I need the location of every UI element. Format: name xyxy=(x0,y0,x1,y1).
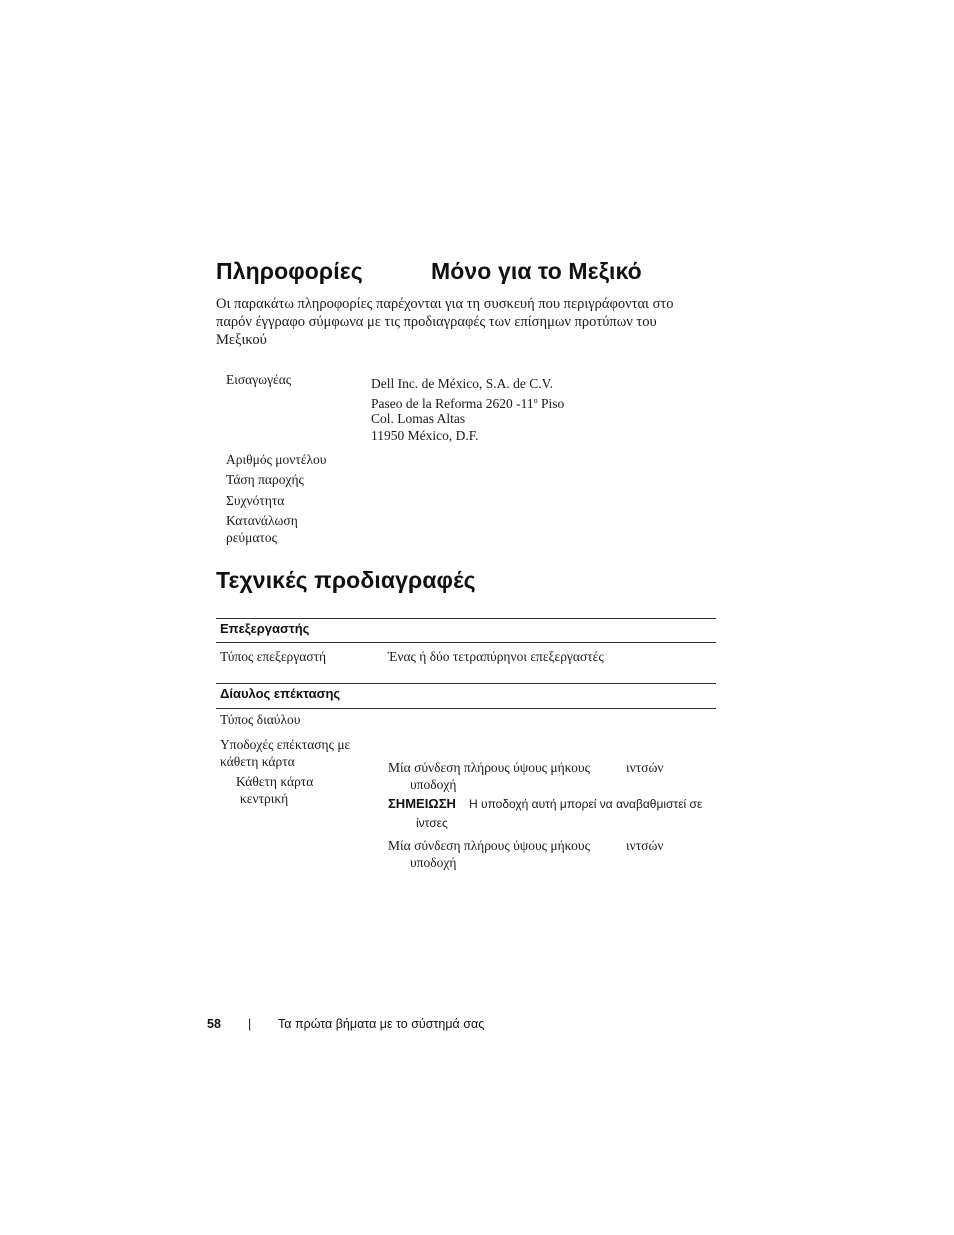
note-text-line2: ίντσες xyxy=(416,816,448,830)
importer-label: Εισαγωγέας xyxy=(226,372,292,387)
consumption-label-line2: ρεύματος xyxy=(226,530,277,545)
section-rule xyxy=(216,708,716,709)
processor-type-label: Τύπος επεξεργαστή xyxy=(220,649,327,664)
address-line: Dell Inc. de México, S.A. de C.V. xyxy=(371,376,553,391)
mexico-heading-part2: Μόνο για το Μεξικό xyxy=(431,258,642,284)
address-line: Col. Lomas Altas xyxy=(371,411,466,426)
bus-type-label: Τύπος διαύλου xyxy=(220,712,301,727)
address-line-suffix: Piso xyxy=(537,396,565,411)
mexico-heading-part1: Πληροφορίες xyxy=(216,258,363,284)
section-rule xyxy=(216,683,716,684)
note-text-line1: Η υποδοχή αυτή μπορεί να αναβαθμιστεί σε xyxy=(469,797,703,811)
intro-line: Οι παρακάτω πληροφορίες παρέχονται για τη συσκευή που περιγράφονται στο xyxy=(216,296,674,312)
slot2-description: Μία σύνδεση πλήρους ύψους μήκους xyxy=(388,838,590,853)
address-line-text: Paseo de la Reforma 2620 -11 xyxy=(371,396,534,411)
section-rule xyxy=(216,618,716,619)
slots-label-line2: κάθετη κάρτα xyxy=(220,754,295,769)
bus-section-label: Δίαυλος επέκτασης xyxy=(220,686,341,701)
processor-type-value: Ένας ή δύο τετραπύρηνοι επεξεργαστές xyxy=(388,649,604,664)
note-label: ΣΗΜΕΙΩΣΗ xyxy=(388,796,456,811)
address-superscript: o xyxy=(533,396,538,405)
address-line: 11950 México, D.F. xyxy=(371,428,479,443)
specs-heading: Τεχνικές προδιαγραφές xyxy=(216,567,476,593)
page-number: 58 xyxy=(207,1017,221,1031)
frequency-label: Συχνότητα xyxy=(226,493,285,508)
voltage-label: Τάση παροχής xyxy=(226,472,304,487)
slot1-line2: υποδοχή xyxy=(410,777,457,792)
center-card-line1: Κάθετη κάρτα xyxy=(236,774,314,789)
slot1-inches: ιντσών xyxy=(626,760,664,775)
slot1-description: Μία σύνδεση πλήρους ύψους μήκους xyxy=(388,760,590,775)
processor-section-label: Επεξεργαστής xyxy=(220,621,310,636)
center-card-line2: κεντρική xyxy=(240,791,289,806)
footer-title: Τα πρώτα βήματα με το σύστημά σας xyxy=(278,1017,485,1031)
footer-separator: | xyxy=(248,1017,252,1031)
slots-label-line1: Υποδοχές επέκτασης με xyxy=(220,737,351,752)
section-rule xyxy=(216,642,716,643)
slot2-inches: ιντσών xyxy=(626,838,664,853)
model-label: Αριθμός μοντέλου xyxy=(226,452,327,467)
consumption-label-line1: Κατανάλωση xyxy=(226,513,298,528)
intro-line: παρόν έγγραφο σύμφωνα με τις προδιαγραφές των επίσημων προτύπων του xyxy=(216,314,657,330)
intro-line: Μεξικού xyxy=(216,332,267,348)
slot2-line2: υποδοχή xyxy=(410,855,457,870)
